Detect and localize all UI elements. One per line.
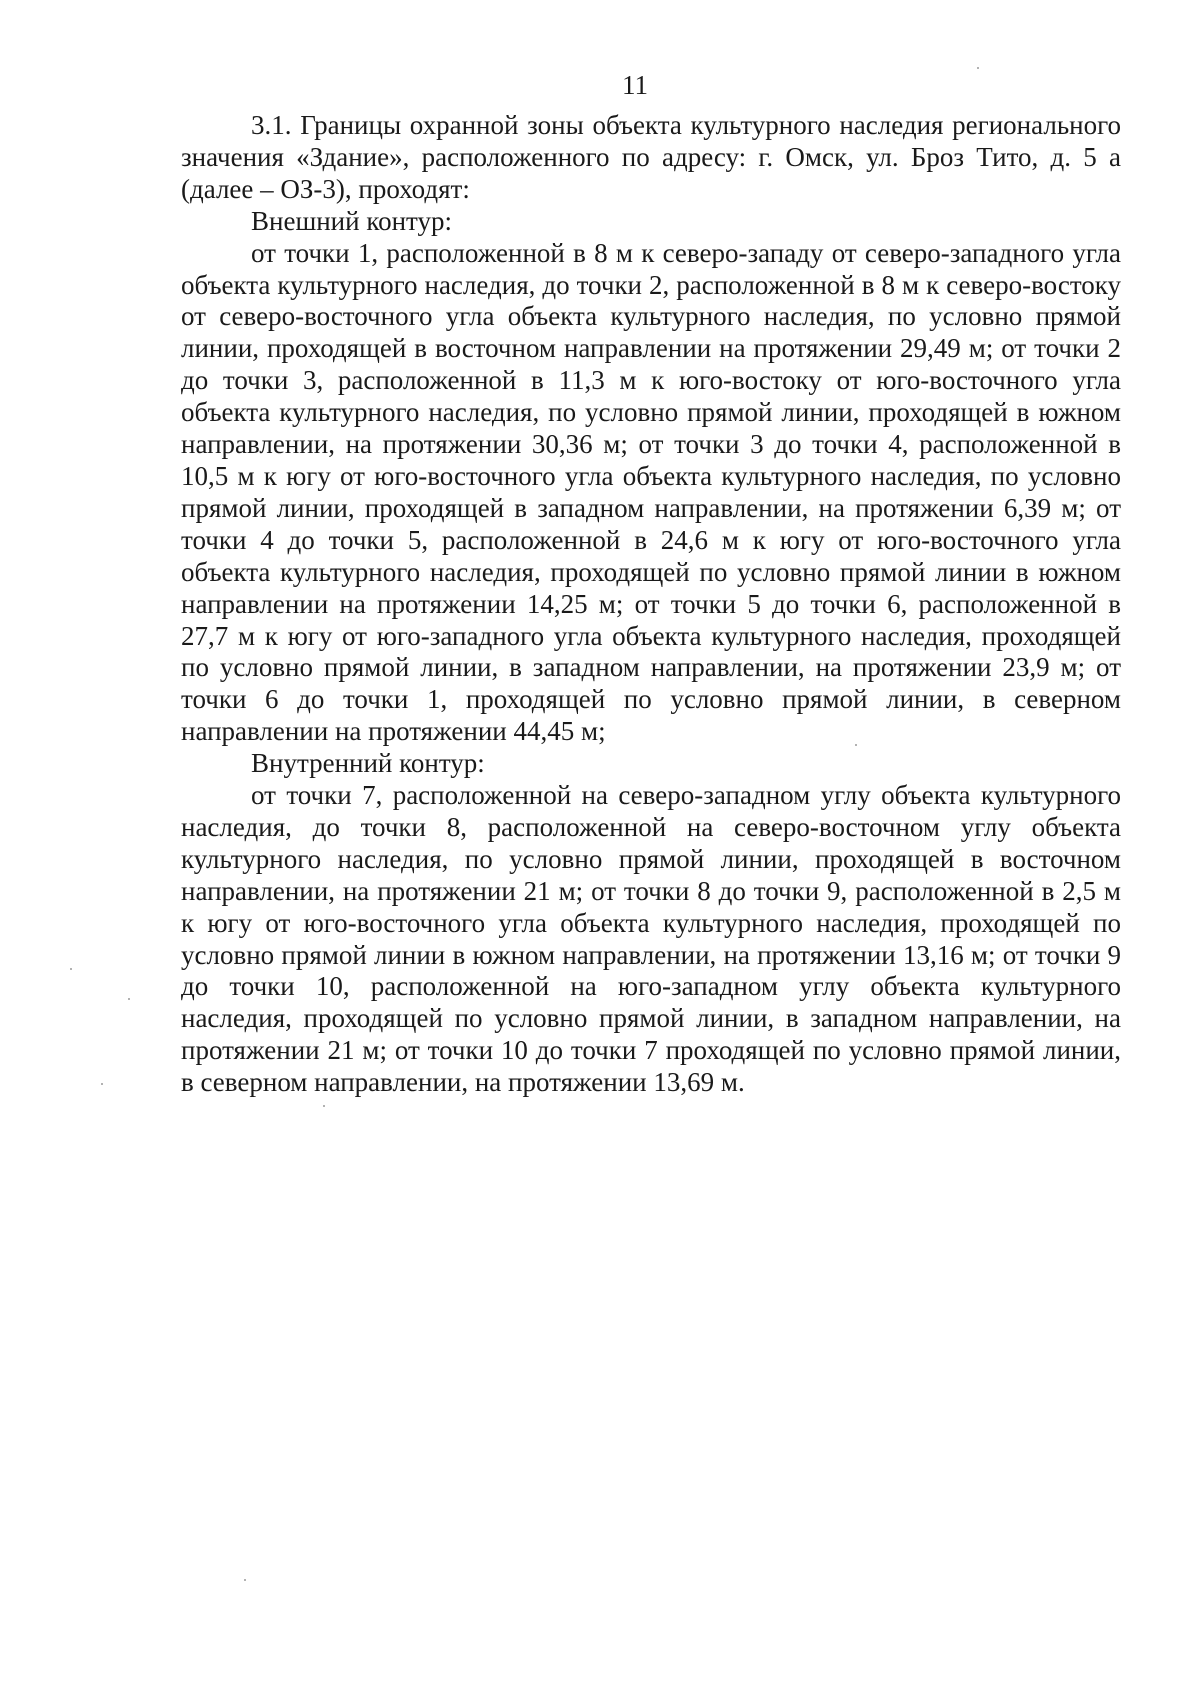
intro-paragraph: 3.1. Границы охранной зоны объекта культурного наследия регионального значения «Здание», расположенного по адресу: г. Омск, ул. Броз Тито, д. 5 а (далее – ОЗ-3), проходят: (181, 110, 1121, 204)
scan-speck (101, 1083, 103, 1085)
scan-speck (244, 1579, 246, 1581)
scan-speck (70, 968, 72, 970)
outer-contour-heading: Внешний контур: (251, 205, 452, 236)
scan-speck (323, 1105, 325, 1107)
inner-contour-paragraph: от точки 7, расположенной на северо-западном углу объекта культурного наследия, до точки 8, расположенной на северо-восточном углу объекта культурного наследия, по условно прямой линии, проходящей в восточном направлении, на протяжении 21 м; от точки 8 до точки 9, расположенной в 2,5 м к югу от юго-восточного угла объекта культурного наследия, проходящей по условно прямой линии в южном направлении, на протяжении 13,16 м; от точки 9 до точки 10, расположенной на юго-западном углу объекта культурного наследия, проходящей по условно прямой линии, в западном направлении, на протяжении 21 м; от точки 10 до точки 7 проходящей по условно прямой линии, в северном направлении, на протяжении 13,69 м. (181, 780, 1121, 1098)
scan-speck (977, 67, 979, 69)
inner-contour-heading: Внутренний контур: (251, 748, 485, 779)
scan-speck (855, 744, 857, 746)
scan-speck (128, 998, 130, 1000)
outer-contour-paragraph: от точки 1, расположенной в 8 м к северо-западу от северо-западного угла объекта культурного наследия, до точки 2, расположенной в 8 м к северо-востоку от северо-восточного угла объекта культурного наследия, по условно прямой линии, проходящей в восточном направлении на протяжении 29,49 м; от точки 2 до точки 3, расположенной в 11,3 м к юго-востоку от юго-восточного угла объекта культурного наследия, по условно прямой линии, проходящей в южном направлении, на протяжении 30,36 м; от точки 3 до точки 4, расположенной в 10,5 м к югу от юго-восточного угла объекта культурного наследия, по условно прямой линии, проходящей в западном направлении, на протяжении 6,39 м; от точки 4 до точки 5, расположенной в 24,6 м к югу от юго-восточного угла объекта культурного наследия, проходящей по условно прямой линии в южном направлении на протяжении 14,25 м; от точки 5 до точки 6, расположенной в 27,7 м к югу от юго-западного угла объекта культурного наследия, проходящей по условно прямой линии, в западном направлении, на протяжении 23,9 м; от точки 6 до точки 1, проходящей по условно прямой линии, в северном направлении на протяжении 44,45 м; (181, 237, 1121, 747)
page-number: 11 (622, 70, 648, 100)
document-body (181, 110, 1121, 1099)
